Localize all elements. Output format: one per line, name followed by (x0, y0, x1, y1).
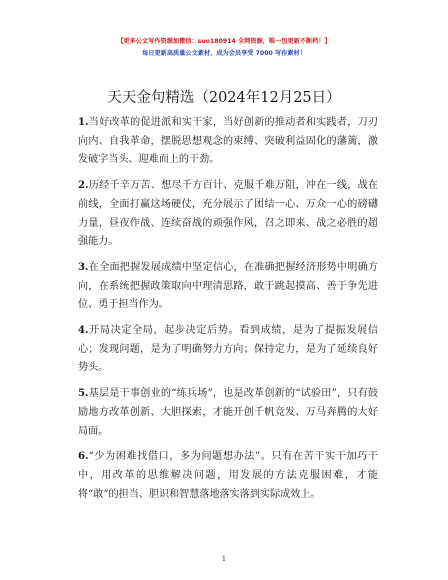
promo-banner-line-2: 每日更新高质量公文素材，成为会员享受 7000 写作素材！ (142, 50, 306, 57)
paragraph-text: 历经千辛万苦、想尽千方百计、克服千难万阻，冲在一线，战在前线，全面打赢这场硬仗，充分展示了团结一心、万众一心的磅礴力量，昼夜作战、连续奋战的顽强作风，召之即来、战之必胜的超强能力。 (78, 180, 378, 248)
paragraph-1 (78, 114, 378, 170)
paragraph-4 (78, 322, 378, 378)
page-number: 1 (221, 555, 227, 563)
paragraph-number: 6. (78, 451, 89, 463)
paragraph-text: 开局决定全局，起步决定后势。看到成绩，是为了提振发展信心；发现问题，是为了明确努力方向；保持定力，是为了延续良好势头。 (78, 325, 378, 374)
paragraph-number: 4. (78, 325, 89, 337)
paragraph-number: 3. (78, 261, 89, 273)
paragraph-number: 2. (78, 180, 89, 192)
paragraph-5 (78, 385, 378, 441)
paragraph-6 (78, 448, 378, 504)
document-title: 天天金句精选（2024年12月25日） (107, 90, 341, 106)
paragraph-text: 当好改革的促进派和实干家，当好创新的推动者和实践者，刀刃向内、自我革命，摆脱思想观念的束缚、突破利益固化的藩篱，激发破字当头、迎难而上的干劲。 (78, 117, 378, 166)
paragraph-2 (78, 177, 378, 252)
paragraph-number: 5. (78, 388, 89, 400)
promo-banner-line-1: 【更多公文写作资源加微信：suo180914 全网资源，唯一包更新不断档！】 (117, 38, 331, 45)
paragraph-text: 在全面把握发展成绩中坚定信心，在准确把握经济形势中明确方向，在系统把握政策取向中理清思路，敢于跳起摸高、善于争先进位、勇于担当作为。 (78, 261, 378, 311)
paragraph-3 (78, 259, 378, 315)
document-body (78, 114, 378, 511)
paragraph-text: “少为困难找借口，多为问题想办法”。只有在苦干实干加巧干中，用改革的思维解决问题，用发展的方法克服困难，才能将“敢”的担当、胆识和智慧落地落实落到实际成效上。 (78, 451, 378, 500)
promo-banner (0, 36, 448, 60)
paragraph-number: 1. (78, 117, 89, 128)
paragraph-text: 基层是干事创业的“练兵场”，也是改革创新的“试验田”，只有鼓励地方改革创新、大胆探索，才能开创千帆竞发、万马奔腾的大好局面。 (78, 388, 378, 437)
